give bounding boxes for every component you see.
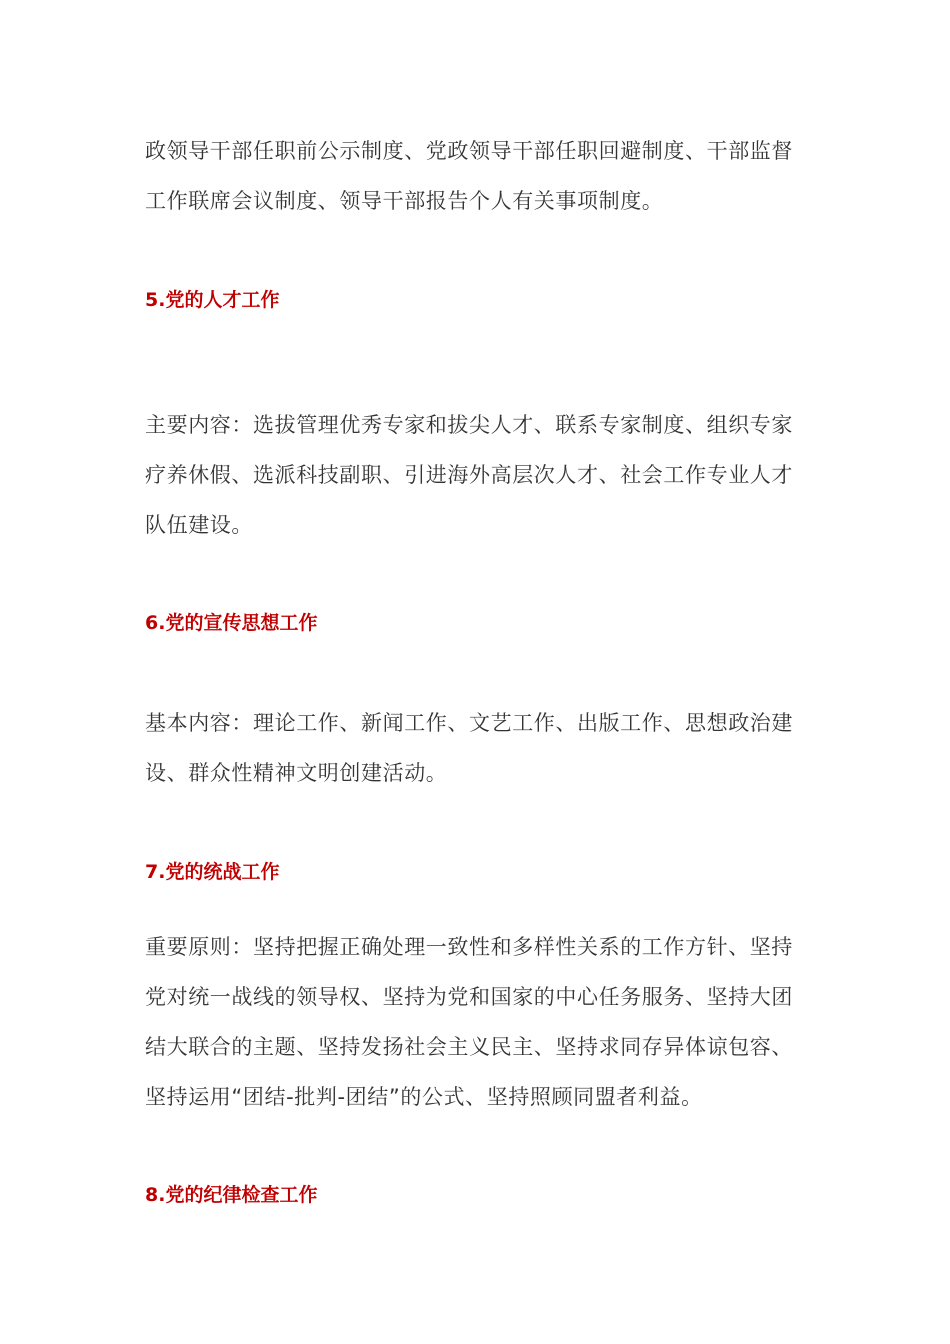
united-front-work-line-4: 坚持运用“团结-批判-团结”的公式、坚持照顾同盟者利益。 xyxy=(145,1085,703,1109)
talent-work-line-3: 队伍建设。 xyxy=(145,513,253,537)
section-heading-discipline-inspection-work: 8.党的纪律检查工作 xyxy=(145,1184,318,1206)
intro-line-2: 工作联席会议制度、领导干部报告个人有关事项制度。 xyxy=(145,189,664,213)
intro-line-1: 政领导干部任职前公示制度、党政领导干部任职回避制度、干部监督 xyxy=(145,139,793,163)
propaganda-work-line-1: 基本内容：理论工作、新闻工作、文艺工作、出版工作、思想政治建 xyxy=(145,711,793,735)
section-heading-propaganda-work: 6.党的宣传思想工作 xyxy=(145,612,318,634)
section-heading-talent-work: 5.党的人才工作 xyxy=(145,289,280,311)
talent-work-line-2: 疗养休假、选派科技副职、引进海外高层次人才、社会工作专业人才 xyxy=(145,463,793,487)
section-heading-united-front-work: 7.党的统战工作 xyxy=(145,861,280,883)
united-front-work-line-2: 党对统一战线的领导权、坚持为党和国家的中心任务服务、坚持大团 xyxy=(145,985,793,1009)
united-front-work-line-1: 重要原则：坚持把握正确处理一致性和多样性关系的工作方针、坚持 xyxy=(145,935,793,959)
propaganda-work-line-2: 设、群众性精神文明创建活动。 xyxy=(145,761,448,785)
united-front-work-line-3: 结大联合的主题、坚持发扬社会主义民主、坚持求同存异体谅包容、 xyxy=(145,1035,793,1059)
talent-work-line-1: 主要内容：选拔管理优秀专家和拔尖人才、联系专家制度、组织专家 xyxy=(145,413,793,437)
